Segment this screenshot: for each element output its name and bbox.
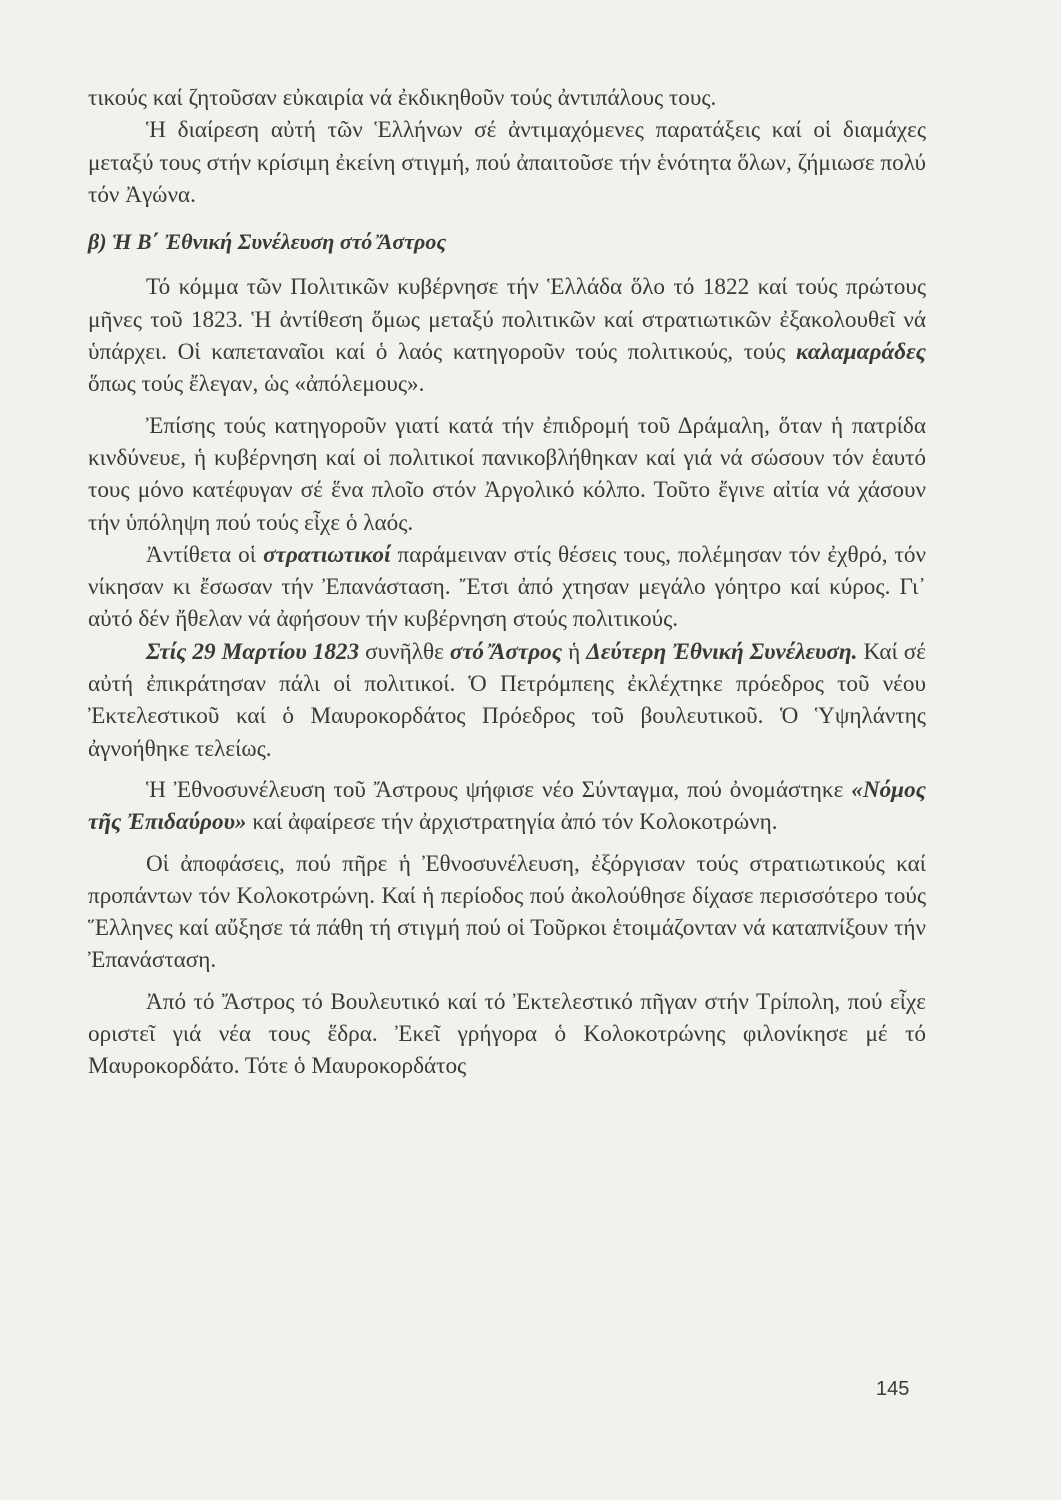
body-text	[88, 82, 926, 1083]
paragraph-military: Ἀντίθετα οἱ στρατιωτικοί παράμειναν στίς θέσεις τους, πολέμησαν τόν ἐχθρό, τόν νίκησαν κι ἔσωσαν τήν Ἐπανάσταση. Ἔτσι ἀπό χτησαν μεγάλο γόητρο καί κύρος. Γι᾽ αὐτό δέν ἤθελαν νά ἀφήσουν τήν κυβέρνηση στούς πολιτικούς.	[88, 541, 926, 633]
emphasis-law-epidaurus: «Νόμος τῆς Ἐπιδαύρου»	[88, 776, 926, 836]
emphasis-astros: στό Ἄστρος	[449, 638, 563, 665]
paragraph-accusation: Ἐπίσης τούς κατηγοροῦν γιατί κατά τήν ἐπιδρομή τοῦ Δράμαλη, ὅταν ἡ πατρίδα κινδύνευε, ἡ κυβέρνηση καί οἱ πολιτικοί πανικοβλήθηκαν καί γιά νά σώσουν τόν ἑαυτό τους μόνο κατέφυγαν σέ ἕνα πλοῖο στόν Ἀργολικό κόλπο. Τοῦτο ἔγινε αἰτία νά χάσουν τήν ὑπόληψη πού τούς εἶχε ὁ λαός.	[88, 412, 926, 536]
emphasis-kalamarades: καλαμαράδες	[795, 339, 926, 366]
paragraph-division: Ἡ διαίρεση αὐτή τῶν Ἑλλήνων σέ ἀντιμαχόμενες παρατάξεις καί οἱ διαμάχες μεταξύ τους στήν κρίσιμη ἐκείνη στιγμή, πού ἀπαιτοῦσε τήν ἑνότητα ὅλων, ζήμιωσε πολύ τόν Ἀγώνα.	[88, 117, 926, 208]
paragraph-constitution: Ἡ Ἐθνοσυνέλευση τοῦ Ἄστρους ψήφισε νέο Σύνταγμα, πού ὀνομάστηκε «Νόμος τῆς Ἐπιδαύρου» καί ἀφαίρεσε τήν ἀρχιστρατηγία ἀπό τόν Κολοκοτρώνη.	[88, 776, 926, 836]
emphasis-military: στρατιωτικοί	[263, 541, 391, 568]
paragraph-tripoli: Ἀπό τό Ἄστρος τό Βουλευτικό καί τό Ἐκτελεστικό πῆγαν στήν Τρίπολη, πού εἶχε οριστεῖ γιά νέα τους ἕδρα. Ἐκεῖ γρήγορα ὁ Κολοκοτρώνης φιλονίκησε μέ τό Μαυροκορδάτο. Τότε ὁ Μαυροκορδάτος	[88, 988, 926, 1080]
paragraph-decisions: Οἱ ἀποφάσεις, πού πῆρε ἡ Ἐθνοσυνέλευση, ἐξόργισαν τούς στρατιωτικούς καί προπάντων τόν Κολοκοτρώνη. Καί ἡ περίοδος πού ἀκολούθησε δίχασε περισσότερο τούς Ἕλληνες καί αὔξησε τά πάθη τή στιγμή πού οἱ Τοῦρκοι ἑτοιμάζονταν νά καταπνίξουν τήν Ἐπανάσταση.	[88, 850, 926, 974]
page-number: 145	[876, 1378, 910, 1400]
section-heading: β) Ἡ Β΄ Ἐθνική Συνέλευση στό Ἄστρος	[88, 229, 447, 255]
paragraph-party: Τό κόμμα τῶν Πολιτικῶν κυβέρνησε τήν Ἑλλάδα ὅλο τό 1822 καί τούς πρώτους μῆνες τοῦ 1823. Ἡ ἀντίθεση ὅμως μεταξύ πολιτικῶν καί στρατιωτικῶν ἐξακολουθεῖ νά ὑπάρχει. Οἱ καπεταναῖοι καί ὁ λαός κατηγοροῦν τούς πολιτικούς, τούς καλαμαράδες ὅπως τούς ἔλεγαν, ὡς «ἀπόλεμους».	[88, 274, 926, 398]
emphasis-date: Στίς 29 Μαρτίου 1823	[146, 638, 360, 665]
continued-line: τικούς καί ζητοῦσαν εὐκαιρία νά ἐκδικηθοῦν τούς ἀντιπάλους τους.	[88, 85, 717, 111]
emphasis-assembly: Δεύτερη Ἐθνική Συνέλευση.	[586, 638, 858, 665]
paragraph-assembly: Στίς 29 Μαρτίου 1823 συνῆλθε στό Ἄστρος ἡ Δεύτερη Ἐθνική Συνέλευση. Καί σέ αὐτή ἐπικράτησαν πάλι οἱ πολιτικοί. Ὁ Πετρόμπεης ἐκλέχτηκε πρόεδρος τοῦ νέου Ἐκτελεστικοῦ καί ὁ Μαυροκορδάτος Πρόεδρος τοῦ βουλευτικοῦ. Ὁ Ὑψηλάντης ἀγνοήθηκε τελείως.	[88, 638, 927, 762]
